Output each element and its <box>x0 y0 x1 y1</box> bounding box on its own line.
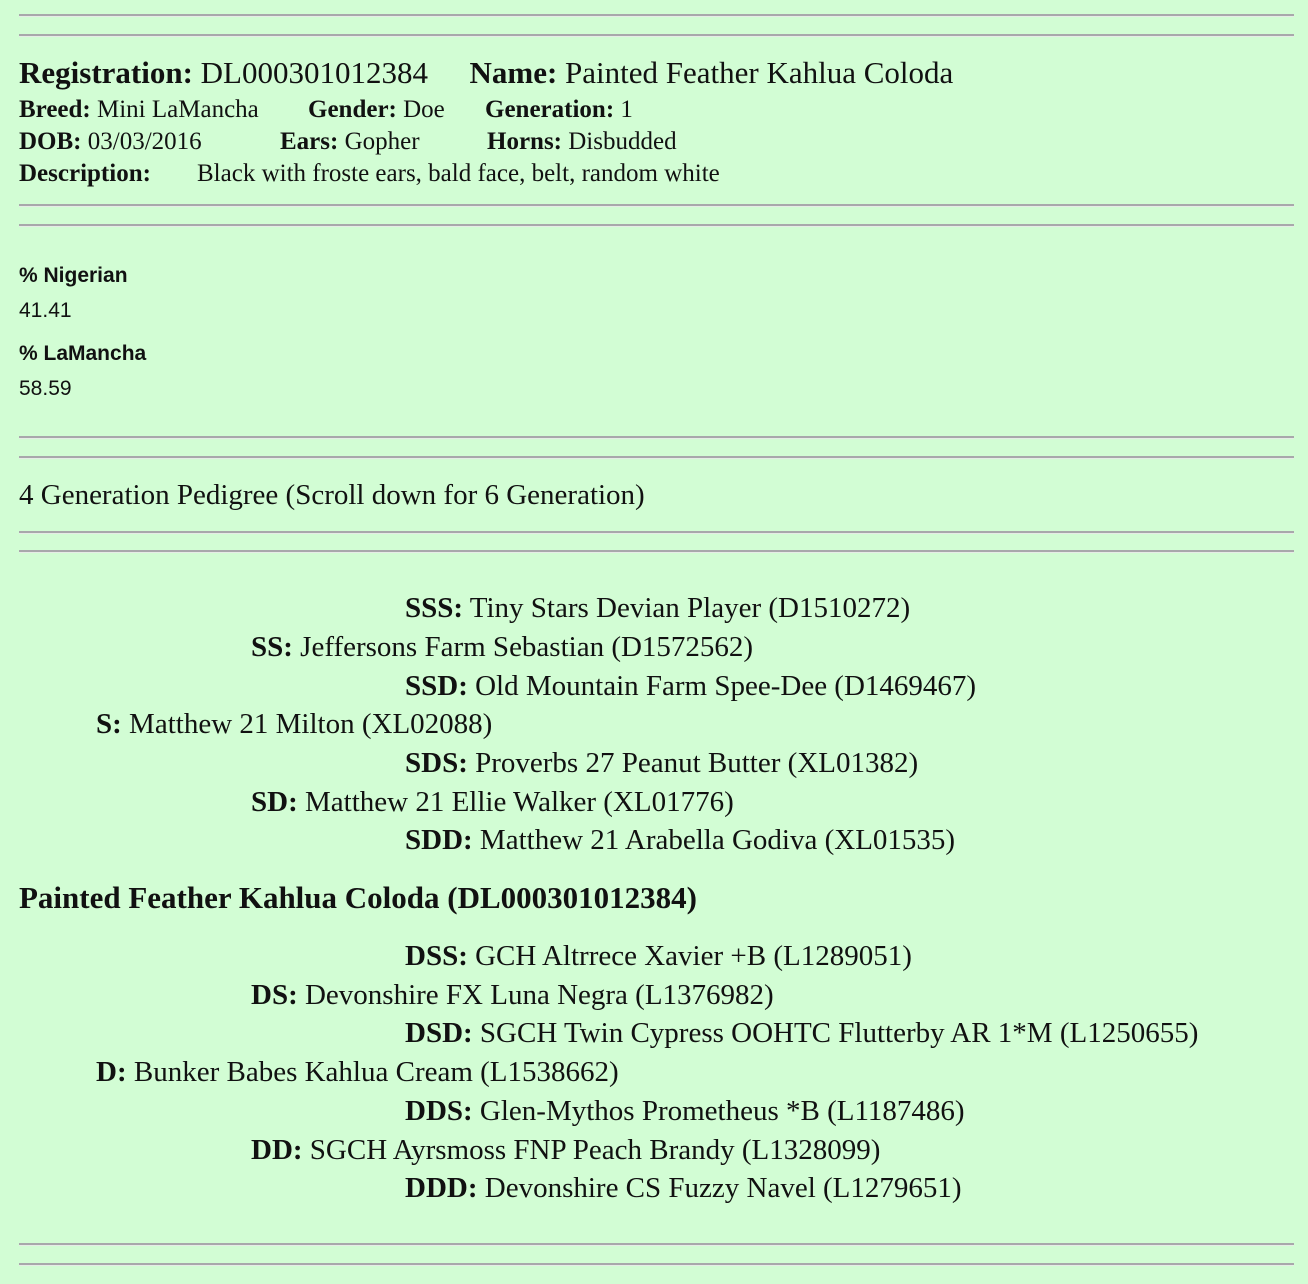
pedigree-dds <box>405 1095 965 1128</box>
breed-value: Mini LaMancha <box>97 96 259 123</box>
gender-row <box>308 96 445 124</box>
horns-value: Disbudded <box>568 128 677 155</box>
breed-label: Breed: <box>19 96 91 123</box>
pedigree-dsd-label: DSD: <box>405 1017 473 1049</box>
pedigree-ss-label: SS: <box>251 631 293 663</box>
pedigree-dd-label: DD: <box>251 1134 303 1166</box>
pedigree-ds <box>251 979 774 1012</box>
horns-row <box>487 128 677 156</box>
pedigree-sd-name: Matthew 21 Ellie Walker (XL01776) <box>304 786 734 818</box>
pedigree-ssd <box>405 670 976 703</box>
divider <box>19 436 1294 439</box>
pedigree-sds <box>405 747 918 780</box>
divider <box>19 456 1294 459</box>
pedigree-dss-name: GCH Altrrece Xavier +B (L1289051) <box>475 940 912 972</box>
pedigree-sss <box>405 592 910 625</box>
registration-value: DL000301012384 <box>200 55 428 90</box>
generation-value: 1 <box>620 96 633 123</box>
pedigree-s-name: Matthew 21 Milton (XL02088) <box>129 708 493 740</box>
horns-label: Horns: <box>487 128 562 155</box>
description-label-row <box>19 160 151 188</box>
divider <box>19 531 1294 534</box>
name-value: Painted Feather Kahlua Coloda <box>565 55 954 90</box>
pedigree-dd-name: SGCH Ayrsmoss FNP Peach Brandy (L1328099) <box>309 1134 881 1166</box>
pedigree-dsd <box>405 1017 1198 1050</box>
nigerian-percent-label: % Nigerian <box>19 264 128 287</box>
breed-row <box>19 96 259 124</box>
pedigree-ddd-label: DDD: <box>405 1172 478 1204</box>
pedigree-sss-name: Tiny Stars Devian Player (D1510272) <box>469 592 911 624</box>
pedigree-heading: 4 Generation Pedigree (Scroll down for 6 Generation) <box>19 479 645 511</box>
nigerian-percent-value: 41.41 <box>19 299 72 322</box>
pedigree-dds-name: Glen-Mythos Prometheus *B (L1187486) <box>479 1095 965 1127</box>
dob-row <box>19 128 202 156</box>
pedigree-sdd-name: Matthew 21 Arabella Godiva (XL01535) <box>479 824 956 856</box>
dob-value: 03/03/2016 <box>87 128 202 155</box>
divider <box>19 224 1294 227</box>
pedigree-ssd-name: Old Mountain Farm Spee-Dee (D1469467) <box>475 670 977 702</box>
gender-label: Gender: <box>308 96 397 123</box>
generation-label: Generation: <box>485 96 615 123</box>
pedigree-dss <box>405 940 912 973</box>
pedigree-ds-name: Devonshire FX Luna Negra (L1376982) <box>304 979 774 1011</box>
ears-row <box>280 128 420 156</box>
generation-row <box>485 96 633 124</box>
name-label: Name: <box>469 55 558 90</box>
divider <box>19 1243 1294 1246</box>
pedigree-sdd <box>405 824 955 857</box>
divider <box>19 550 1294 553</box>
pedigree-d-name: Bunker Babes Kahlua Cream (L1538662) <box>133 1056 619 1088</box>
divider <box>19 14 1294 17</box>
pedigree-ddd <box>405 1172 962 1205</box>
pedigree-d-label: D: <box>96 1056 127 1088</box>
divider <box>19 34 1294 37</box>
pedigree-d <box>96 1056 619 1089</box>
pedigree-sds-name: Proverbs 27 Peanut Butter (XL01382) <box>475 747 919 779</box>
ears-value: Gopher <box>344 128 420 155</box>
divider <box>19 204 1294 207</box>
pedigree-dds-label: DDS: <box>405 1095 473 1127</box>
pedigree-sd-label: SD: <box>251 786 298 818</box>
pedigree-subject: Painted Feather Kahlua Coloda (DL000301012384) <box>19 880 697 915</box>
pedigree-ssd-label: SSD: <box>405 670 468 702</box>
dob-label: DOB: <box>19 128 82 155</box>
divider <box>19 1263 1294 1266</box>
pedigree-sds-label: SDS: <box>405 747 468 779</box>
description-label: Description: <box>19 160 151 187</box>
pedigree-ds-label: DS: <box>251 979 298 1011</box>
pedigree-dss-label: DSS: <box>405 940 468 972</box>
pedigree-sd <box>251 786 734 819</box>
description-value: Black with froste ears, bald face, belt, random white <box>197 160 720 187</box>
pedigree-s-label: S: <box>96 708 122 740</box>
pedigree-sss-label: SSS: <box>405 592 464 624</box>
lamancha-percent-value: 58.59 <box>19 377 72 400</box>
pedigree-ddd-name: Devonshire CS Fuzzy Navel (L1279651) <box>484 1172 962 1204</box>
ears-label: Ears: <box>280 128 339 155</box>
registration-label: Registration: <box>19 55 193 90</box>
pedigree-ss <box>251 631 753 664</box>
pedigree-ss-name: Jeffersons Farm Sebastian (D1572562) <box>300 631 754 663</box>
pedigree-s <box>96 708 492 741</box>
pedigree-dsd-name: SGCH Twin Cypress OOHTC Flutterby AR 1*M (L1250655) <box>479 1017 1199 1049</box>
gender-value: Doe <box>403 96 445 123</box>
registration-line <box>19 55 953 91</box>
lamancha-percent-label: % LaMancha <box>19 342 147 365</box>
pedigree-dd <box>251 1134 880 1167</box>
pedigree-sdd-label: SDD: <box>405 824 473 856</box>
